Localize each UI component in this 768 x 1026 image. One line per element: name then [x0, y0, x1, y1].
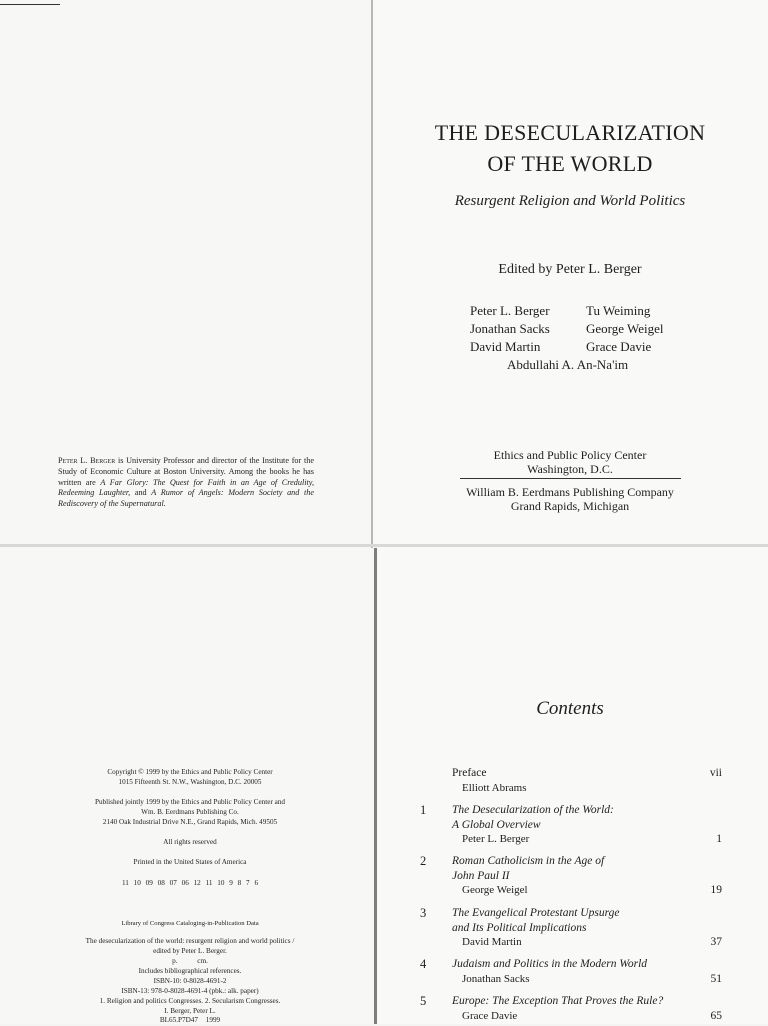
toc-chapter-title: The Evangelical Protestant Upsurge — [452, 907, 620, 919]
contributor: Peter L. Berger — [470, 303, 550, 318]
cip-line: ISBN-13: 978-0-8028-4691-4 (pbk.: alk. paper) — [121, 987, 259, 995]
toc-author: Elliott Abrams — [462, 781, 527, 794]
edited-by: Edited by Peter L. Berger — [498, 262, 642, 277]
cip-line: 1. Religion and politics Congresses. 2. Secularism Congresses. — [99, 997, 281, 1005]
bio-text: is University Professor and director of the Institute for the Study of Economic Culture at Boston University. Among the books he has written are — [58, 456, 314, 487]
toc-chapter-title: A Global Overview — [452, 818, 541, 831]
author-bio — [58, 456, 314, 510]
publisher-city: Grand Rapids, Michigan — [510, 499, 630, 513]
toc-page-number: 51 — [710, 972, 722, 985]
cip-line: Includes bibliographical references. — [138, 967, 242, 975]
contents-heading: Contents — [536, 698, 604, 719]
toc-author: Jonathan Sacks — [462, 972, 530, 985]
toc-author: David Martin — [462, 936, 522, 948]
bio-text: and — [130, 488, 152, 498]
publisher-name: Ethics and Public Policy Center — [493, 448, 647, 462]
toc-chapter-title: Roman Catholicism in the Age of — [452, 855, 605, 867]
contributor: Jonathan Sacks — [470, 321, 550, 336]
copyright-line: All rights reserved — [163, 838, 217, 846]
toc-chapter-number: 5 — [420, 994, 427, 1008]
copyright-line: 1015 Fifteenth St. N.W., Washington, D.C. 20005 — [118, 778, 262, 786]
toc-page-number: 19 — [710, 884, 722, 896]
toc-author: Grace Davie — [462, 1009, 518, 1022]
toc-entry — [430, 766, 722, 795]
bio-book-title: A Far Glory: The Quest for Faith in an Age of Credulity, Redeeming Laughter, — [58, 477, 314, 498]
toc-entry — [420, 994, 722, 1023]
toc-chapter-number: 2 — [420, 854, 427, 868]
book-title-line2: OF THE WORLD — [487, 151, 653, 176]
book-title-line1: THE DESECULARIZATION — [434, 120, 706, 145]
toc-page-number: 1 — [716, 833, 722, 845]
copyright-line: 2140 Oak Industrial Drive N.E., Grand Rapids, Mich. 49505 — [102, 818, 278, 826]
toc-chapter-title: and Its Political Implications — [452, 921, 587, 934]
page-fold-divider — [0, 544, 768, 547]
cip-line: ISBN-10: 0-8028-4691-2 — [153, 977, 227, 985]
toc-chapter-number: 1 — [420, 803, 427, 817]
cip-heading: Library of Congress Cataloging-in-Publication Data — [121, 920, 259, 927]
toc-chapter-title: Preface — [452, 767, 487, 779]
toc-entry — [420, 803, 722, 847]
toc-entry — [420, 957, 722, 986]
toc-entry — [420, 854, 722, 898]
cip-line: BL65.P7D47 1999 — [159, 1016, 221, 1024]
cip-line: The desecularization of the world: resurgent religion and world politics / — [85, 937, 295, 945]
copyright-line: Wm. B. Eerdmans Publishing Co. — [141, 808, 239, 816]
cip-line: p. cm. — [172, 957, 208, 965]
toc-chapter-title: The Desecularization of the World: — [452, 804, 614, 816]
contributor: Grace Davie — [586, 339, 652, 354]
publisher-divider — [460, 478, 681, 479]
bio-author-name: Peter L. Berger — [58, 456, 116, 465]
toc-author: Peter L. Berger — [462, 833, 530, 845]
toc-chapter-title: Judaism and Politics in the Modern World — [452, 958, 648, 970]
book-spine-bottom — [374, 548, 377, 1024]
bio-book-title: A Rumor of Angels: Modern Society and the Rediscovery of the Supernatural. — [58, 488, 314, 509]
scan-edge-line — [0, 4, 60, 5]
cip-line: I. Berger, Peter L. — [164, 1007, 216, 1015]
toc-page-number: 37 — [710, 936, 722, 948]
book-spine-top — [371, 0, 373, 548]
toc-page-number: vii — [709, 767, 722, 779]
copyright-line: Copyright © 1999 by the Ethics and Public Policy Center — [107, 768, 273, 776]
toc-chapter-number: 3 — [420, 906, 427, 920]
cip-line: edited by Peter L. Berger. — [153, 947, 227, 955]
toc-chapter-title: John Paul II — [452, 869, 510, 882]
toc-page-number: 65 — [710, 1009, 722, 1022]
publisher-name: William B. Eerdmans Publishing Company — [466, 485, 674, 499]
toc-entry — [420, 906, 722, 950]
toc-chapter-title: Europe: The Exception That Proves the Rule? — [452, 995, 664, 1007]
copyright-line: Printed in the United States of America — [133, 858, 247, 866]
contributor: Tu Weiming — [586, 303, 651, 318]
book-subtitle: Resurgent Religion and World Politics — [454, 193, 686, 209]
toc-chapter-number: 4 — [420, 957, 427, 971]
publisher-city: Washington, D.C. — [527, 462, 613, 476]
printing-numbers: 11 10 09 08 07 06 12 11 10 9 8 7 6 — [121, 879, 259, 887]
toc-author: George Weigel — [462, 884, 528, 896]
copyright-line: Published jointly 1999 by the Ethics and Public Policy Center and — [94, 798, 286, 806]
contributor: Abdullahi A. An-Na'im — [507, 357, 629, 372]
contributor: David Martin — [470, 339, 541, 354]
contributor: George Weigel — [586, 321, 664, 336]
